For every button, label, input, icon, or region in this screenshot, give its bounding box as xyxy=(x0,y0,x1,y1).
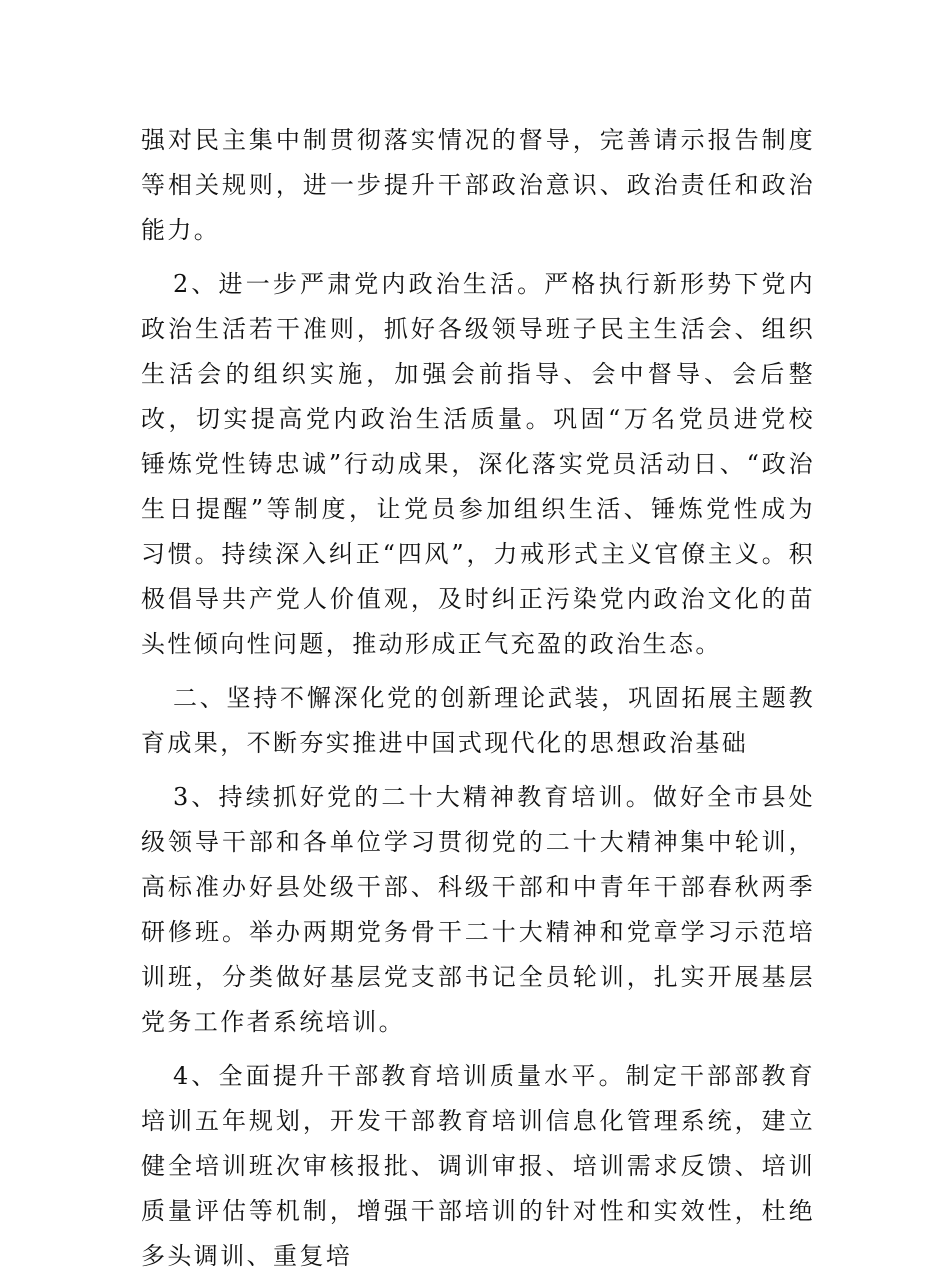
paragraph-continuation: 强对民主集中制贯彻落实情况的督导，完善请示报告制度等相关规则，进一步提升干部政治意识、政治责任和政治能力。 xyxy=(141,126,815,244)
paragraph-item-3: 3、持续抓好党的二十大精神教育培训。做好全市县处级领导干部和各单位学习贯彻党的二十大精神集中轮训，高标准办好县处级干部、科级干部和中青年干部春秋两季研修班。举办两期党务骨干二十大精神和党章学习示范培训班，分类做好基层党支部书记全员轮训，扎实开展基层党务工作者系统培训。 xyxy=(141,783,815,1036)
paragraph-item-4: 4、全面提升干部教育培训质量水平。制定干部部教育培训五年规划，开发干部教育培训信息化管理系统，建立健全培训班次审核报批、调训审报、培训需求反馈、培训质量评估等机制，增强干部培训的针对性和实效性，杜绝多头调训、重复培 xyxy=(141,1062,815,1270)
paragraph-item-2: 2、进一步严肃党内政治生活。严格执行新形势下党内政治生活若干准则，抓好各级领导班子民主生活会、组织生活会的组织实施，加强会前指导、会中督导、会后整改，切实提高党内政治生活质量。巩固“万名党员进党校锤炼党性铸忠诚”行动成果，深化落实党员活动日、“政治生日提醒”等制度，让党员参加组织生活、锤炼党性成为习惯。持续深入纠正“四风”，力戒形式主义官僚主义。积极倡导共产党人价值观，及时纠正污染党内政治文化的苗头性倾向性问题，推动形成正气充盈的政治生态。 xyxy=(141,270,815,658)
section-heading-2: 二、坚持不懈深化党的创新理论武装，巩固拓展主题教育成果，不断夯实推进中国式现代化的思想政治基础 xyxy=(141,684,815,757)
